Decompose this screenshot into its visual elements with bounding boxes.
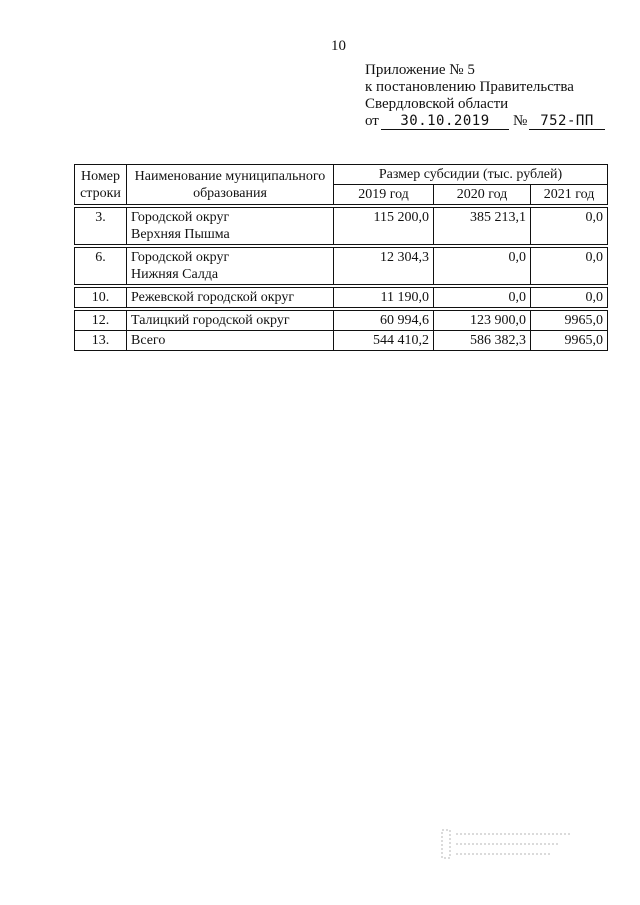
header-subsidy: Размер субсидии (тыс. рублей) (334, 165, 608, 185)
date-label: от (365, 113, 379, 129)
row-name: Режевской городской округ (127, 288, 334, 308)
row-num: 13. (75, 331, 127, 351)
table-row (75, 248, 608, 285)
appendix-title: Приложение № 5 (365, 62, 475, 78)
table-row (75, 288, 608, 308)
row-name: Городской округ Верхняя Пышма (127, 208, 334, 245)
row-value-2021: 9965,0 (531, 311, 608, 331)
page-number: 10 (331, 38, 346, 54)
header-num: Номер строки (75, 165, 127, 205)
row-num: 12. (75, 311, 127, 331)
scan-stamp-mark (440, 826, 580, 866)
row-num: 3. (75, 208, 127, 245)
row-name: Всего (127, 331, 334, 351)
row-value-2019: 115 200,0 (334, 208, 434, 245)
row-name: Талицкий городской округ (127, 311, 334, 331)
row-value-2019: 11 190,0 (334, 288, 434, 308)
header-year-2019: 2019 год (334, 185, 434, 205)
row-value-2021: 0,0 (531, 288, 608, 308)
table-row (75, 311, 608, 331)
subsidy-table (74, 164, 608, 351)
row-value-2021: 0,0 (531, 248, 608, 285)
row-value-2020: 123 900,0 (434, 311, 531, 331)
row-value-2019: 544 410,2 (334, 331, 434, 351)
row-num: 10. (75, 288, 127, 308)
row-value-2020: 586 382,3 (434, 331, 531, 351)
appendix-header (365, 62, 594, 131)
number-label: № (513, 113, 528, 129)
row-name: Городской округ Нижняя Салда (127, 248, 334, 285)
row-num: 6. (75, 248, 127, 285)
appendix-decree-line: к постановлению Правительства (365, 79, 574, 95)
header-name: Наименование муниципального образования (127, 165, 334, 205)
header-year-2020: 2020 год (434, 185, 531, 205)
row-value-2020: 0,0 (434, 288, 531, 308)
row-value-2020: 385 213,1 (434, 208, 531, 245)
row-value-2019: 60 994,6 (334, 311, 434, 331)
row-value-2021: 0,0 (531, 208, 608, 245)
decree-date-number (365, 113, 594, 131)
row-value-2021: 9965,0 (531, 331, 608, 351)
table-row (75, 208, 608, 245)
appendix-region: Свердловской области (365, 96, 509, 112)
header-year-2021: 2021 год (531, 185, 608, 205)
row-value-2020: 0,0 (434, 248, 531, 285)
table-header-row (75, 165, 608, 185)
table-row-total (75, 331, 608, 351)
decree-date: 30.10.2019 (381, 113, 509, 130)
decree-number: 752-ПП (529, 113, 605, 130)
row-value-2019: 12 304,3 (334, 248, 434, 285)
